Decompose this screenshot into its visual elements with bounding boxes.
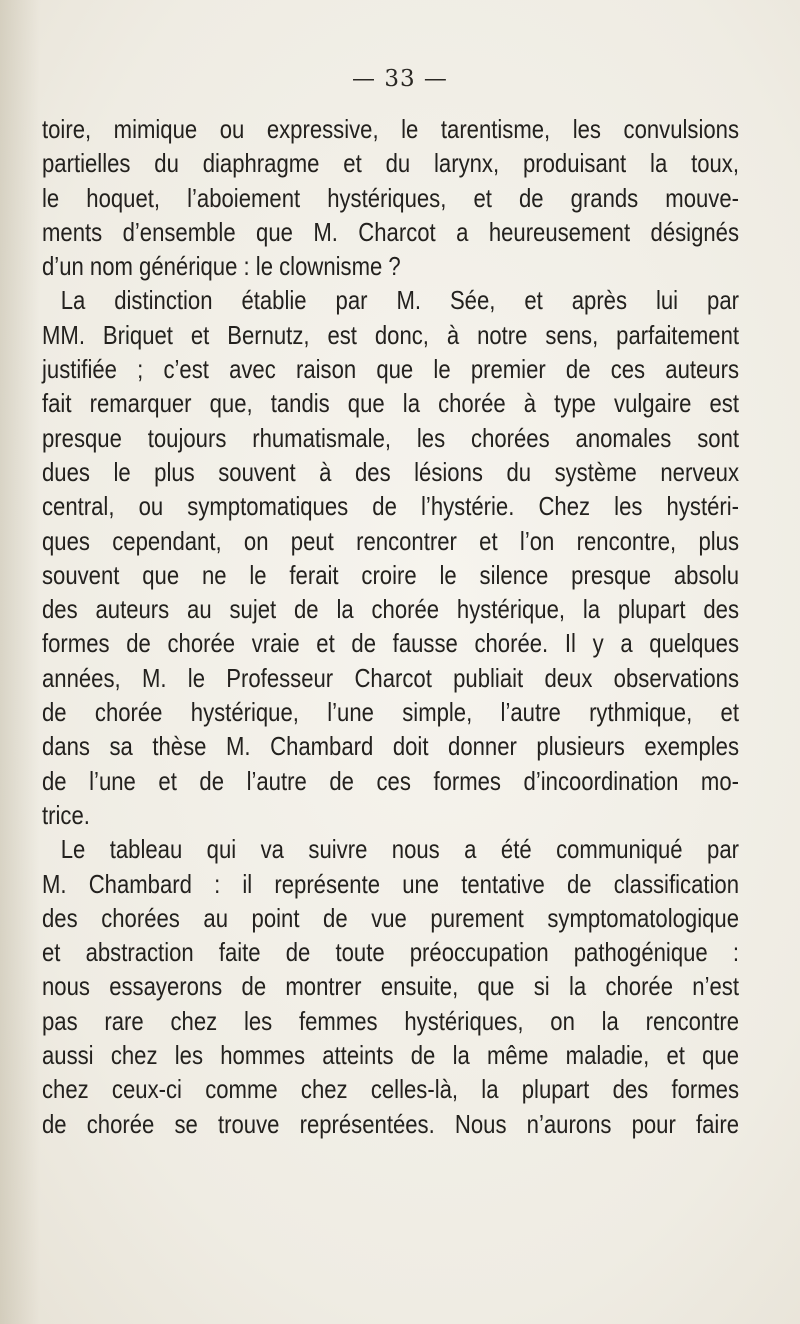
page-number: — 33 — <box>352 66 448 92</box>
text-line: de chorée hystérique, l’une simple, l’autre rythmique, et <box>42 697 739 728</box>
text-line: d’un nom générique : le clownisme ? <box>42 251 401 282</box>
text-line: partielles du diaphragme et du larynx, produisant la toux, <box>42 148 739 179</box>
text-line: chez ceux-ci comme chez celles-là, la plupart des formes <box>42 1074 739 1105</box>
text-line: MM. Briquet et Bernutz, est donc, à notre sens, parfaitement <box>42 319 739 350</box>
text-line: de l’une et de l’autre de ces formes d’incoordination mo- <box>42 765 739 796</box>
text-line: nous essayerons de montrer ensuite, que si la chorée n’est <box>42 971 739 1002</box>
text-line: central, ou symptomatiques de l’hystérie. Chez les hystéri- <box>42 491 739 522</box>
text-line: presque toujours rhumatismale, les chorées anomales sont <box>42 422 739 453</box>
text-line: dans sa thèse M. Chambard doit donner plusieurs exemples <box>42 731 739 762</box>
text-line: formes de chorée vraie et de fausse chorée. Il y a quelques <box>42 628 739 659</box>
text-line: et abstraction faite de toute préoccupation pathogénique : <box>42 937 739 968</box>
text-line: pas rare chez les femmes hystériques, on la rencontre <box>42 1005 739 1036</box>
text-line: souvent que ne le ferait croire le silence presque absolu <box>42 559 739 590</box>
text-line: de chorée se trouve représentées. Nous n’aurons pour faire <box>42 1108 739 1139</box>
body-text <box>42 112 739 1141</box>
text-line: des chorées au point de vue purement symptomatologique <box>42 902 739 933</box>
text-line: années, M. le Professeur Charcot publiait deux observations <box>42 662 739 693</box>
text-line: Le tableau qui va suivre nous a été communiqué par <box>60 834 739 865</box>
text-line: trice. <box>42 799 90 830</box>
text-line: M. Chambard : il représente une tentative de classification <box>42 868 739 899</box>
text-line: ques cependant, on peut rencontrer et l’on rencontre, plus <box>42 525 739 556</box>
text-line: aussi chez les hommes atteints de la même maladie, et que <box>42 1040 739 1071</box>
text-line: justifiée ; c’est avec raison que le premier de ces auteurs <box>42 354 739 385</box>
page-edge-shadow <box>0 0 40 1324</box>
text-line: La distinction établie par M. Sée, et après lui par <box>60 285 739 316</box>
text-line: ments d’ensemble que M. Charcot a heureusement désignés <box>42 216 739 247</box>
text-line: des auteurs au sujet de la chorée hystérique, la plupart des <box>42 594 739 625</box>
text-line: toire, mimique ou expressive, le tarentisme, les convulsions <box>42 114 739 144</box>
text-line: fait remarquer que, tandis que la chorée à type vulgaire est <box>42 388 739 419</box>
text-line: dues le plus souvent à des lésions du système nerveux <box>42 456 739 487</box>
text-line: le hoquet, l’aboiement hystériques, et de grands mouve- <box>42 182 739 213</box>
